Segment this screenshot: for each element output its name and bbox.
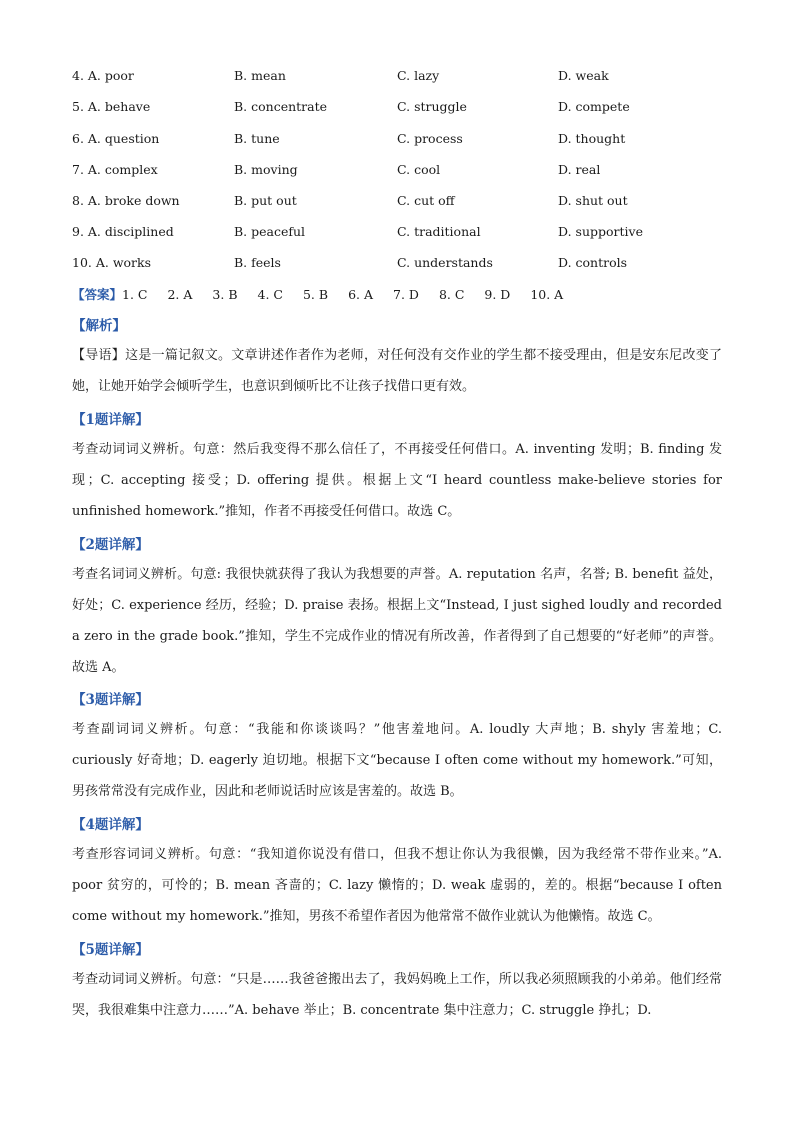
option-a: 10. A. works xyxy=(72,255,152,270)
option-d: D. thought xyxy=(558,131,626,146)
option-d: D. controls xyxy=(558,255,628,270)
option-d: D. real xyxy=(558,162,601,177)
answer-tag: 【答案】 xyxy=(72,287,123,302)
answer-item: 5. B xyxy=(302,287,329,302)
option-b: B. put out xyxy=(234,193,297,208)
q5-heading: 【5题详解】 xyxy=(72,942,149,958)
q5-explanation: 考查动词词义辨析。句意：“只是……我爸爸搬出去了，我妈妈晚上工作，所以我必须照顾我的小弟弟。他们经常哭，我很难集中注意力……”A. behave 举止；B. concentrate 集中注意力；C. struggle 挣扎；D. xyxy=(72,972,722,1018)
option-c: C. struggle xyxy=(397,99,467,114)
option-d: D. compete xyxy=(558,99,630,114)
option-a: 5. A. behave xyxy=(72,99,151,114)
option-d: D. supportive xyxy=(558,224,643,239)
answer-item: 3. B xyxy=(212,287,238,302)
answer-item: 8. C xyxy=(438,287,465,302)
answer-item: 10. A xyxy=(530,287,564,302)
option-b: B. peaceful xyxy=(234,224,306,239)
option-c: C. traditional xyxy=(397,224,481,239)
option-c: C. lazy xyxy=(397,68,440,83)
option-c: C. process xyxy=(397,131,463,146)
option-d: D. shut out xyxy=(558,193,628,208)
answer-key xyxy=(72,285,583,305)
intro-paragraph: 【导语】这是一篇记叙文。文章讲述作者作为老师，对任何没有交作业的学生都不接受理由，但是安东尼改变了她，让她开始学会倾听学生，也意识到倾听比不让孩子找借口更有效。 xyxy=(72,348,722,394)
option-b: B. concentrate xyxy=(234,99,328,114)
option-c: C. cool xyxy=(397,162,441,177)
answer-item: 6. A xyxy=(348,287,374,302)
option-c: C. understands xyxy=(397,255,493,270)
option-b: B. mean xyxy=(234,68,286,83)
q1-explanation: 考查动词词义辨析。句意：然后我变得不那么信任了，不再接受任何借口。A. inventing 发明；B. finding 发现；C. accepting 接受；D. offering 提供。根据上文“I heard countless make-believe stories for unfinished homework.”推知，作者不再接受任何借口。故选 C。 xyxy=(72,442,722,519)
q2-heading: 【2题详解】 xyxy=(72,537,149,553)
q1-heading: 【1题详解】 xyxy=(72,412,149,428)
answer-item: 2. A xyxy=(167,287,193,302)
q3-explanation: 考查副词词义辨析。句意：“我能和你谈谈吗？”他害羞地问。A. loudly 大声地；B. shyly 害羞地；C. curiously 好奇地；D. eagerly 迫切地。根据下文“because I often come without my homework.”可知，男孩常常没有完成作业，因此和老师说话时应该是害羞的。故选 B。 xyxy=(72,722,722,799)
option-a: 6. A. question xyxy=(72,131,160,146)
answer-item: 1. C xyxy=(122,287,148,302)
option-a: 4. A. poor xyxy=(72,68,134,83)
option-b: B. moving xyxy=(234,162,298,177)
q4-heading: 【4题详解】 xyxy=(72,817,149,833)
option-d: D. weak xyxy=(558,68,609,83)
answer-item: 7. D xyxy=(393,287,419,302)
q3-heading: 【3题详解】 xyxy=(72,692,149,708)
q4-explanation: 考查形容词词义辨析。句意：“我知道你说没有借口，但我不想让你认为我很懒，因为我经常不带作业来。”A. poor 贫穷的，可怜的；B. mean 吝啬的；C. lazy 懒惰的；D. weak 虚弱的，差的。根据“because I often come without my homework.”推知，男孩不希望作者因为他常常不做作业就认为他懒惰。故选 C。 xyxy=(72,847,722,924)
answer-item: 4. C xyxy=(257,287,283,302)
option-a: 8. A. broke down xyxy=(72,193,180,208)
option-c: C. cut off xyxy=(397,193,455,208)
q2-explanation: 考查名词词义辨析。句意: 我很快就获得了我认为我想要的声誉。A. reputation 名声，名誉; B. benefit 益处，好处；C. experience 经历，经验；D. praise 表扬。根据上文“Instead, I just sighed loudly and recorded a zero in the grade book.”推知，学生不完成作业的情况有所改善，作者得到了自己想要的“好老师”的声誉。故选 A。 xyxy=(72,567,722,675)
analysis-heading: 【解析】 xyxy=(72,318,126,334)
option-b: B. feels xyxy=(234,255,281,270)
option-a: 9. A. disciplined xyxy=(72,224,174,239)
answer-item: 9. D xyxy=(484,287,511,302)
option-b: B. tune xyxy=(234,131,280,146)
option-a: 7. A. complex xyxy=(72,162,158,177)
